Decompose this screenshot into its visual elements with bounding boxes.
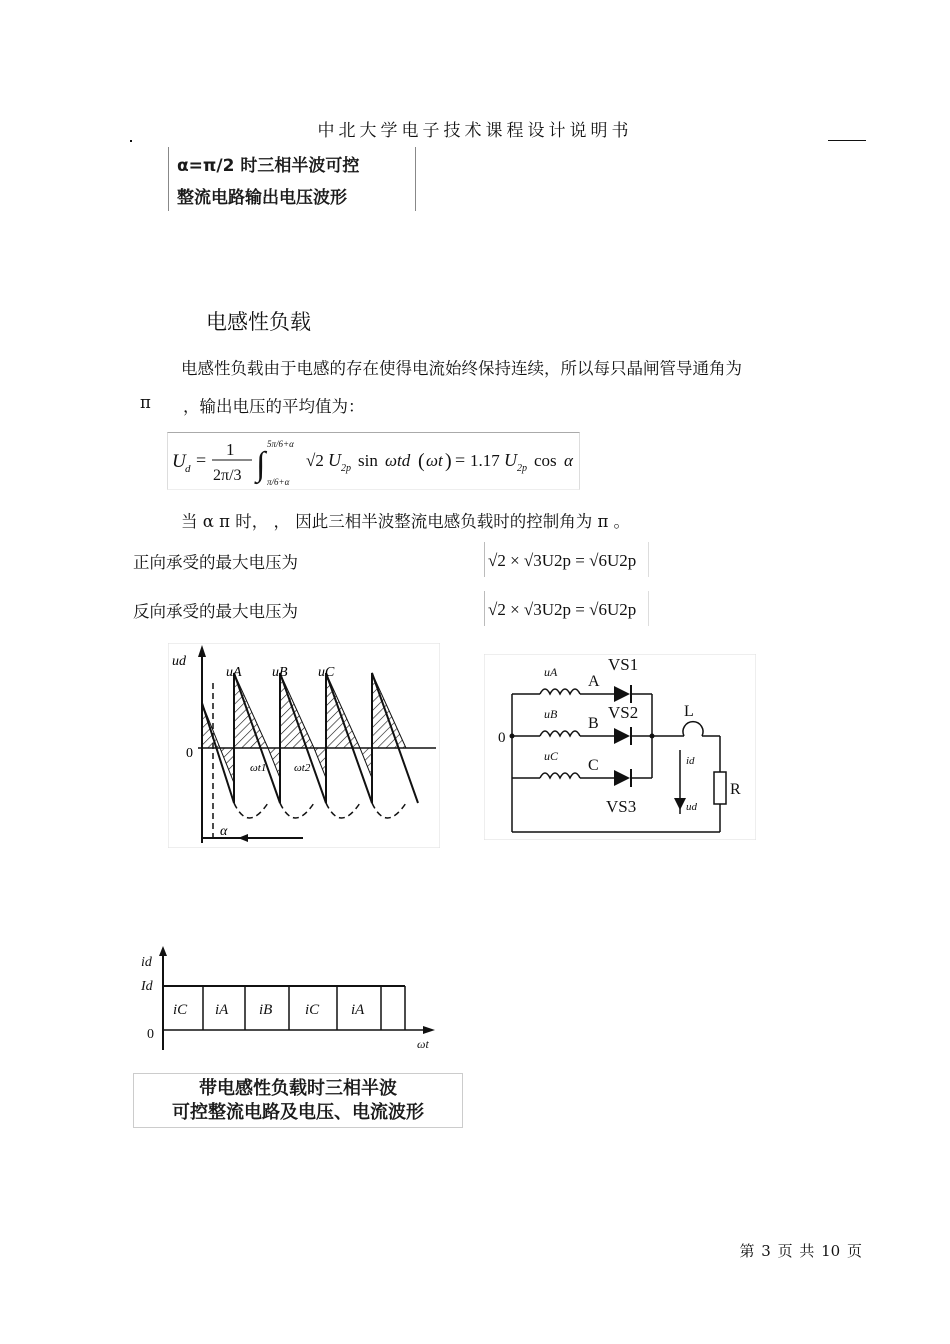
reverse-voltage-label: 反向承受的最大电压为 [133,602,298,621]
circuit-node-b: B [588,715,599,732]
svg-text:2π/3: 2π/3 [213,467,242,484]
circuit-zero: 0 [498,730,506,746]
svg-text:2p: 2p [341,463,351,474]
svg-text:∫: ∫ [256,446,266,483]
current-segment-2: iA [215,1002,229,1018]
circuit-figure [484,654,756,840]
waveform-zero: 0 [186,746,193,761]
svg-text:2p: 2p [517,463,527,474]
waveform-wt1: ωt1 [250,762,267,774]
page-footer: 第 3 页 共 10 页 [739,1242,862,1260]
circuit-vs3: VS3 [606,797,637,816]
circuit-phase-uc: uC [544,749,559,763]
circuit-vs1: VS1 [608,655,639,674]
current-waveform-figure [133,946,447,1056]
svg-text:=: = [455,450,466,470]
reverse-voltage-text: √2 × √3U2p = √6U2p [488,600,637,619]
caption-bottom-line2: 可控整流电路及电压、电流波形 [172,1102,424,1123]
section-heading: 电感性负载 [206,310,311,334]
svg-text:π/6+α: π/6+α [267,477,290,487]
phase-label-uc: uC [318,665,335,680]
current-segment-1: iC [173,1002,188,1018]
formula-svg [168,433,579,489]
caption-bottom-line1: 带电感性负载时三相半波 [199,1078,397,1099]
circuit-inductor-label: L [684,703,694,720]
svg-text:U: U [172,451,186,472]
svg-text:5π/6+α: 5π/6+α [267,439,294,449]
current-segment-5: iA [351,1002,365,1018]
svg-text:ωt: ωt [426,451,443,470]
caption-top-line1: α=π/2 时三相半波可控 [177,156,360,176]
caption-top-line2: 整流电路输出电压波形 [177,188,347,208]
current-segment-3: iB [259,1002,273,1018]
current-level-label: Id [141,979,153,994]
formula-average-voltage [167,432,580,490]
circuit-current-label: id [686,755,695,767]
svg-text:α: α [564,451,573,470]
reverse-voltage-formula [484,591,649,626]
caption-bottom-box [133,1073,463,1128]
current-zero: 0 [147,1027,154,1042]
svg-text:√2: √2 [306,451,324,470]
svg-text:cos: cos [534,451,557,470]
paragraph-pi: π [140,393,151,412]
svg-text:1.17: 1.17 [470,451,500,470]
phase-label-ua: uA [226,665,242,680]
header-dot [130,140,132,142]
svg-text:(: ( [418,450,425,472]
forward-voltage-text: √2 × √3U2p = √6U2p [488,551,637,570]
svg-text:sin: sin [358,451,378,470]
circuit-phase-ub: uB [544,707,558,721]
current-segment-4: iC [305,1002,320,1018]
circuit-node-a: A [588,673,600,690]
circuit-vs2: VS2 [608,703,639,722]
phase-label-ub: uB [272,665,288,680]
waveform-ylabel: ud [172,654,186,669]
circuit-voltage-label: ud [686,801,697,813]
waveform-wt2: ωt2 [294,762,311,774]
svg-text:=: = [196,450,207,470]
header-rule [828,140,866,141]
svg-text:1: 1 [226,440,235,459]
svg-text:): ) [445,450,452,472]
voltage-waveform-figure [168,643,440,848]
waveform-alpha: α [220,824,228,839]
circuit-phase-ua: uA [544,665,558,679]
page-header-title: 中北大学电子技术课程设计说明书 [317,121,633,141]
svg-text:U: U [504,450,517,470]
circuit-node-c: C [588,757,599,774]
svg-text:d: d [185,463,191,475]
svg-text:U: U [328,450,341,470]
svg-text:ωtd: ωtd [385,451,411,470]
circuit-resistor-label: R [730,781,741,798]
paragraph-line1: 电感性负载由于电感的存在使得电流始终保持连续，所以每只晶闸管导通角为 [181,359,742,378]
paragraph-line2: ，输出电压的平均值为： [183,397,365,416]
paragraph-line3: 当 α π 时， ， 因此三相半波整流电感负载时的控制角为 π 。 [181,512,631,531]
current-xlabel: ωt [417,1037,429,1051]
caption-top-box [168,147,416,211]
forward-voltage-label: 正向承受的最大电压为 [133,553,298,572]
forward-voltage-formula [484,542,649,577]
current-ylabel: id [141,955,152,970]
